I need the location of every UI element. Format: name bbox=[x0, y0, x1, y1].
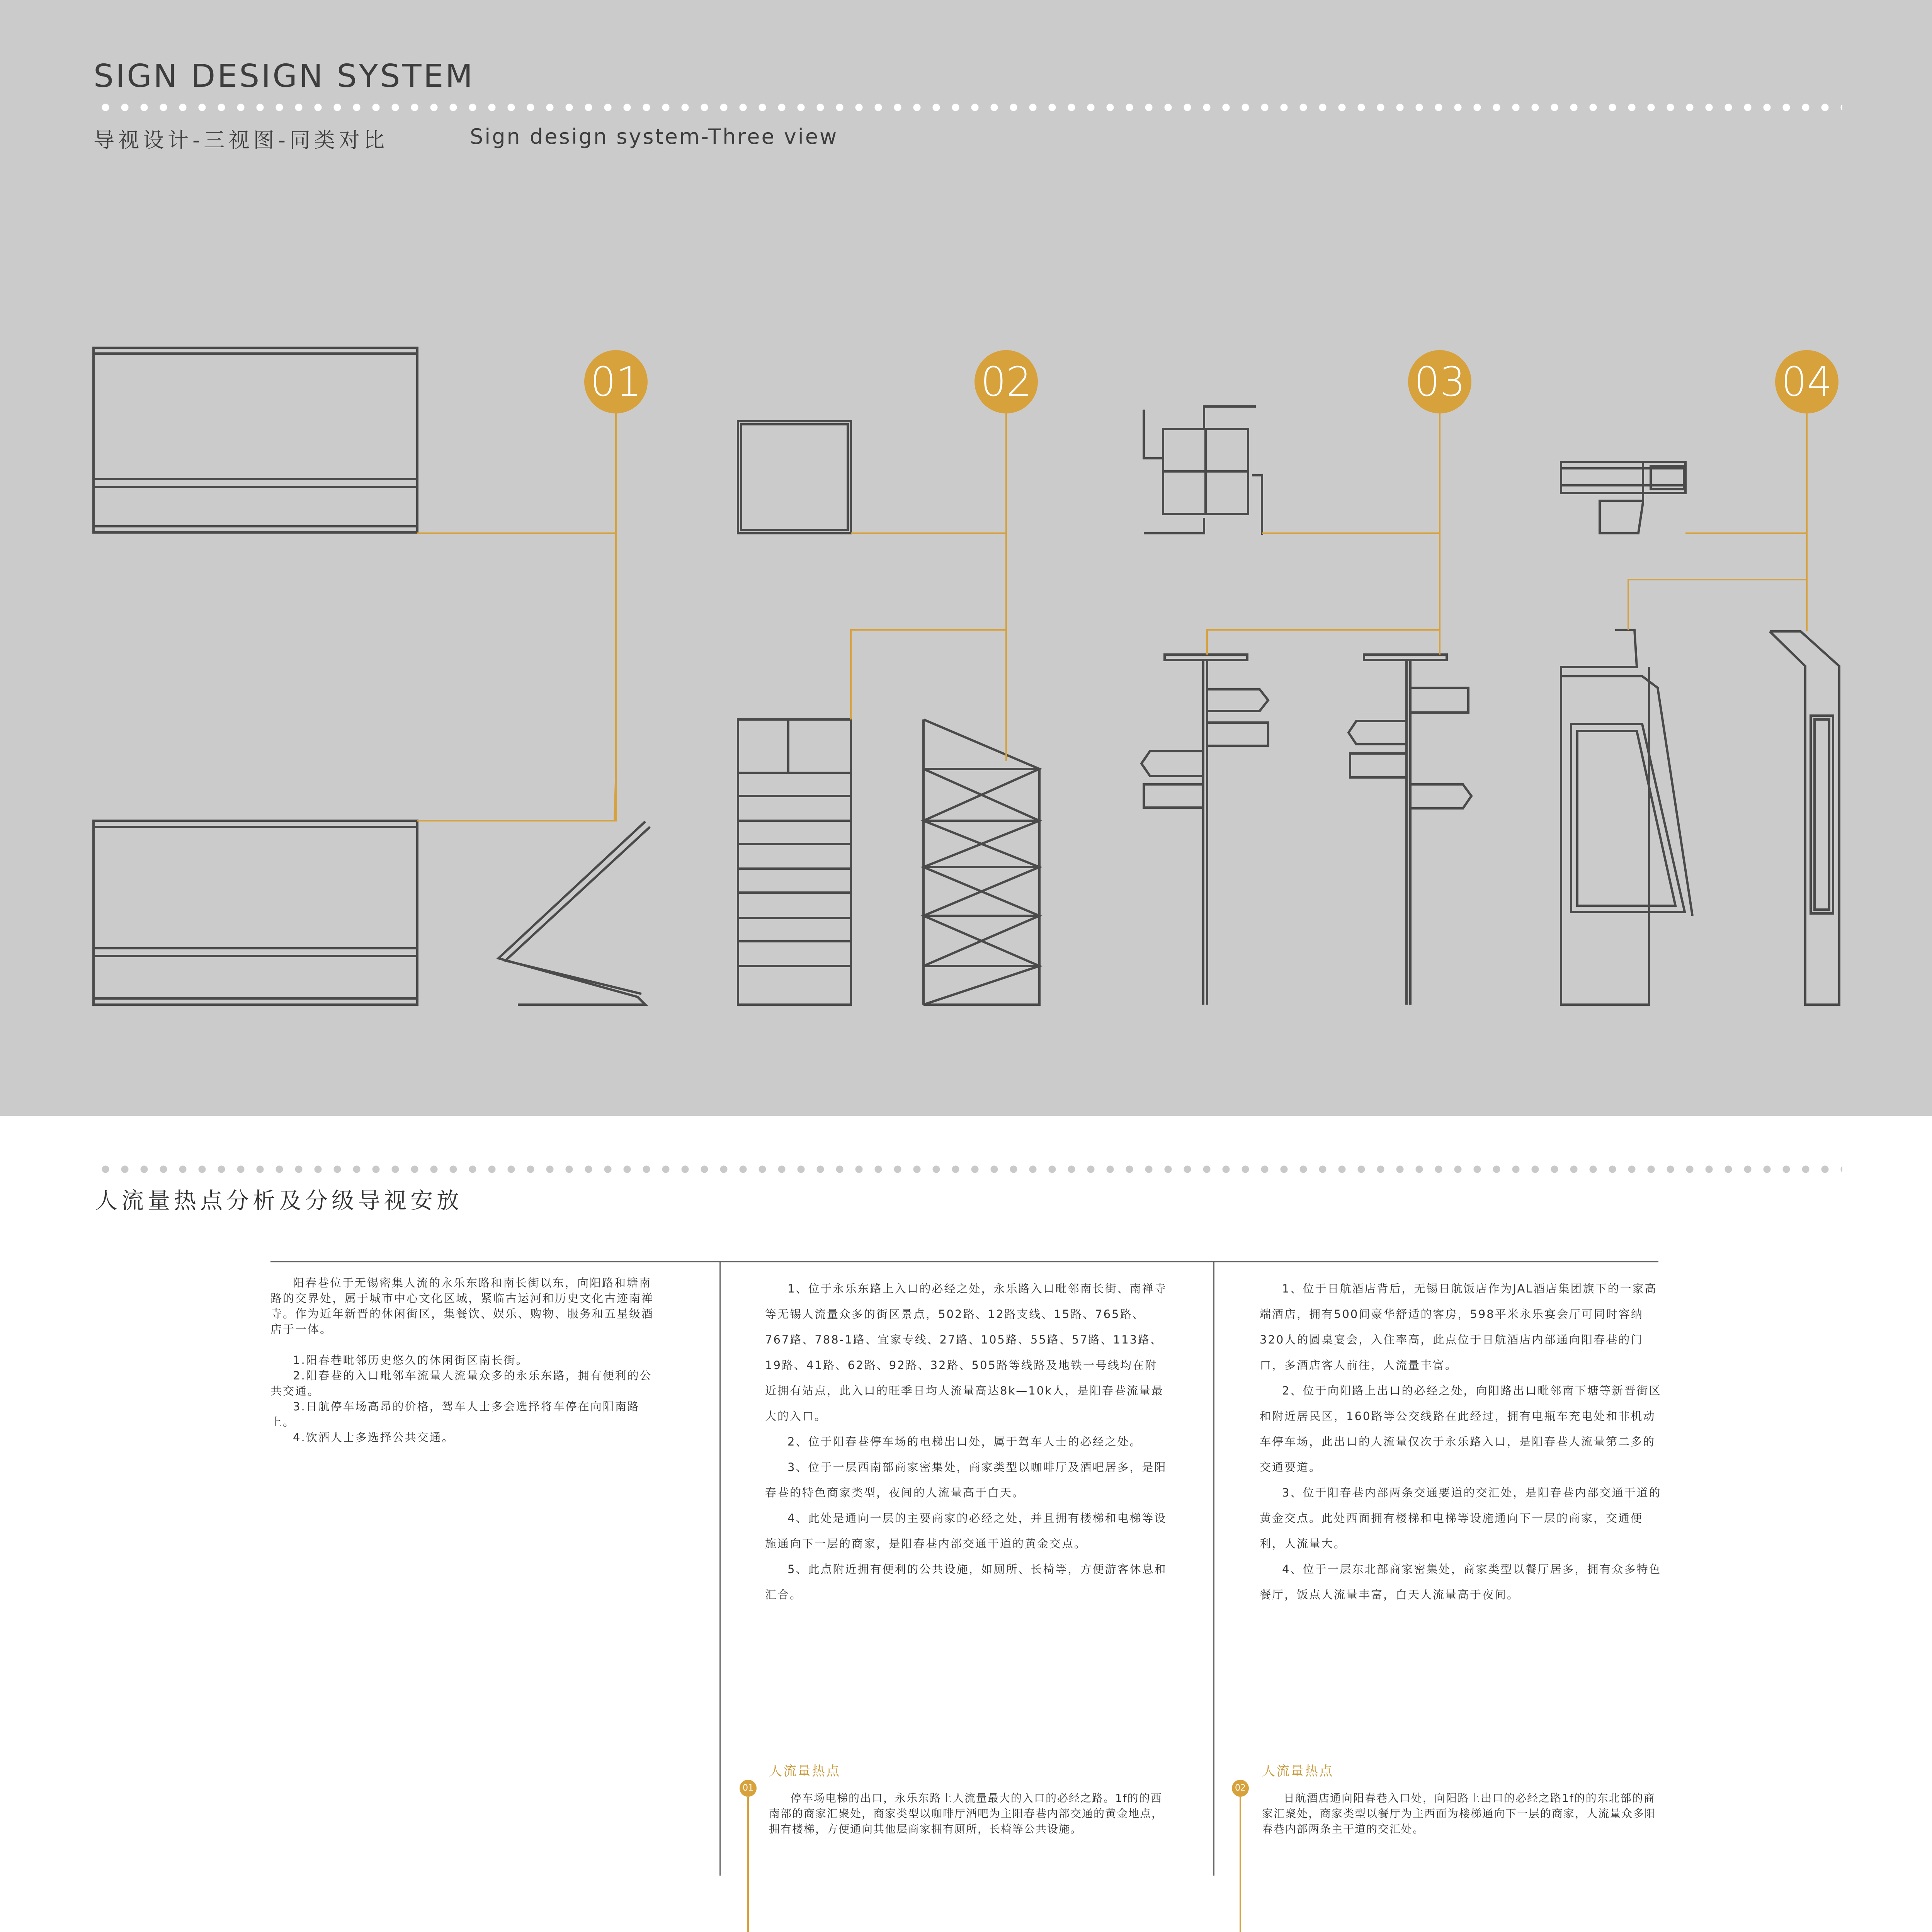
intro-point-2: 2.阳春巷的入口毗邻车流量人流量众多的永乐东路，拥有便利的公共交通。 bbox=[270, 1369, 652, 1398]
badge-02: 02 bbox=[975, 350, 1038, 413]
hotspot-1-point-2: 2、位于阳春巷停车场的电梯出口处，属于驾车人士的必经之处。 bbox=[787, 1435, 1142, 1448]
badge-03: 03 bbox=[1408, 350, 1471, 413]
sign-04-front-view bbox=[1561, 630, 1692, 1005]
sign-03-front-view bbox=[1141, 655, 1268, 1005]
badge-04: 04 bbox=[1775, 350, 1838, 413]
hotspot-1-point-4: 4、此处是通向一层的主要商家的必经之处，并且拥有楼梯和电梯等设施通向下一层的商家，是阳春巷内部交通干道的黄金交点。 bbox=[765, 1512, 1167, 1550]
subtitle-english: Sign design system-Three view bbox=[470, 124, 838, 149]
page-title: SIGN DESIGN SYSTEM bbox=[94, 58, 475, 95]
column-divider-1 bbox=[719, 1261, 721, 1876]
hotspot-2-point-3: 3、位于阳春巷内部两条交通要道的交汇处，是阳春巷内部交通干道的黄金交点。此处西面拥有楼梯和电梯等设施通向下一层的商家，交通便利，人流量大。 bbox=[1260, 1486, 1662, 1550]
hotspot-1-point-1: 1、位于永乐东路上入口的必经之处，永乐路入口毗邻南长街、南禅寺等无锡人流量众多的街区景点，502路、12路支线、15路、765路、767路、788-1路、宜家专线、27路、105路、55路、57路、113路、19路、41路、62路、92路、32路、505路等线路及地铁一号线均在附近拥有站点，此入口的旺季日均人流量高达8k—10k人，是阳春巷流量最大的入口。 bbox=[765, 1282, 1167, 1423]
hotspot-heading-1: 人流量热点 bbox=[769, 1764, 840, 1779]
hotspot-1-column bbox=[765, 1276, 1168, 1607]
badge-01: 01 bbox=[584, 350, 648, 413]
sign-03-top-view bbox=[1144, 406, 1262, 535]
intro-column bbox=[270, 1275, 662, 1445]
sign-01-front-view bbox=[94, 348, 417, 532]
section-title: 人流量热点分析及分级导视安放 bbox=[95, 1187, 463, 1214]
hotspot-2-summary: 日航酒店通向阳春巷入口处，向阳路上出口的必经之路1f的的东北部的商家汇聚处，商家类型以餐厅为主西面为楼梯通向下一层的商家，人流量众多阳春巷内部两条主干道的交汇处。 bbox=[1262, 1792, 1656, 1835]
hotspot-1-marker: 01 bbox=[740, 1780, 757, 1797]
column-divider-2 bbox=[1213, 1261, 1214, 1876]
table-top-rule bbox=[270, 1261, 1658, 1262]
sign-02-front-view bbox=[738, 719, 851, 1005]
hotspot-2-column bbox=[1260, 1276, 1663, 1607]
hotspot-1-point-3: 3、位于一层西南部商家密集处，商家类型以咖啡厅及酒吧居多，是阳春巷的特色商家类型，夜间的人流量高于白天。 bbox=[765, 1461, 1167, 1499]
subtitle-chinese: 导视设计-三视图-同类对比 bbox=[94, 128, 388, 152]
sign-02-side-view bbox=[923, 719, 1039, 1005]
sign-02-top-view bbox=[738, 421, 851, 533]
hotspot-heading-2: 人流量热点 bbox=[1262, 1764, 1333, 1779]
hotspot-1-summary: 停车场电梯的出口，永乐东路上人流量最大的入口的必经之路。1f的的西南部的商家汇聚处，商家类型以咖啡厅酒吧为主阳春巷内部交通的黄金地点，拥有楼梯，方便通向其他层商家拥有厕所，长椅等公共设施。 bbox=[769, 1792, 1163, 1835]
sign-03-side-view bbox=[1349, 655, 1471, 1005]
hotspot-2-point-2: 2、位于向阳路上出口的必经之处，向阳路出口毗邻南下塘等新晋街区和附近居民区，160路等公交线路在此经过，拥有电瓶车充电处和非机动车停车场，此出口的人流量仅次于永乐路入口，是阳春巷人流量第二多的交通要道。 bbox=[1260, 1384, 1662, 1474]
sign-01-side-view bbox=[498, 821, 650, 1005]
sign-01-top-view bbox=[94, 821, 417, 1005]
sign-04-top-view bbox=[1561, 462, 1685, 533]
hotspot-2-point-4: 4、位于一层东北部商家密集处，商家类型以餐厅居多，拥有众多特色餐厅，饭点人流量丰富，白天人流量高于夜间。 bbox=[1260, 1563, 1662, 1601]
dotted-divider-2 bbox=[96, 1165, 1842, 1174]
intro-point-1: 1.阳春巷毗邻历史悠久的休闲街区南长街。 bbox=[293, 1354, 529, 1367]
hotspot-2-point-1: 1、位于日航酒店背后，无锡日航饭店作为JAL酒店集团旗下的一家高端酒店，拥有500间豪华舒适的客房，598平米永乐宴会厅可同时容纳320人的圆桌宴会，入住率高，此点位于日航酒店内部通向阳春巷的门口，多酒店客人前往，人流量丰富。 bbox=[1260, 1282, 1657, 1372]
intro-point-4: 4.饮酒人士多选择公共交通。 bbox=[293, 1431, 454, 1444]
hotspot-1-point-5: 5、此点附近拥有便利的公共设施，如厕所、长椅等，方便游客休息和汇合。 bbox=[765, 1563, 1167, 1601]
intro-paragraph: 阳春巷位于无锡密集人流的永乐东路和南长街以东，向阳路和塘南路的交界处，属于城市中心文化区域，紧临古运河和历史文化古迹南禅寺。作为近年新晋的休闲街区，集餐饮、娱乐、购物、服务和五星级酒店于一体。 bbox=[270, 1276, 654, 1336]
sign-04-side-view bbox=[1770, 631, 1839, 1005]
hotspot-2-marker: 02 bbox=[1232, 1780, 1249, 1797]
intro-point-3: 3.日航停车场高昂的价格，驾车人士多会选择将车停在向阳南路上。 bbox=[270, 1400, 640, 1429]
